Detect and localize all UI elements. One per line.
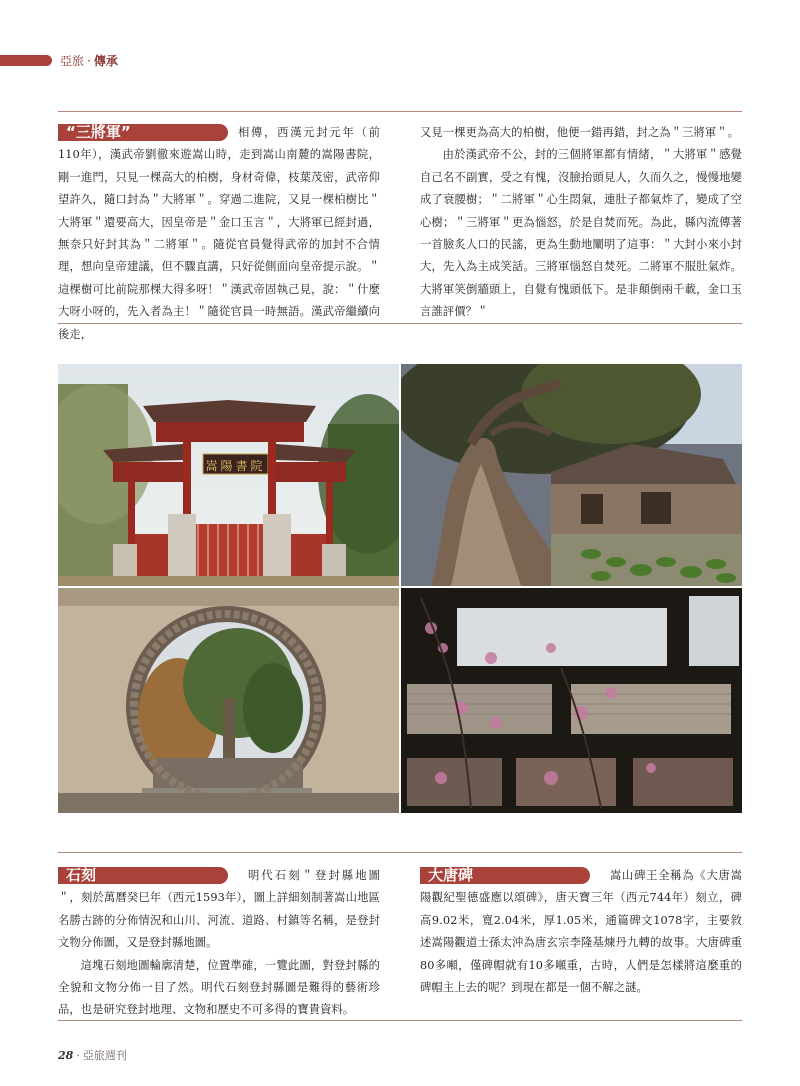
- header-section: 亞旅: [60, 54, 85, 68]
- stone-carving-paragraph-2: 這塊石刻地圖輪廓清楚，位置準確，一覽此圖，對登封縣的全貌和文物分佈一目了然。明代石刻登封縣圖是難得的藝術珍品，也是研究登封地理、文物和歷史不可多得的寶貴資料。: [58, 958, 380, 1017]
- tang-stele-paragraph-1: 嵩山碑王全稱為《大唐嵩陽觀紀聖德盛應以頌碑》，唐天寶三年（西元744年）刻立，碑高9.02米，寬2.04米，厚1.05米，通篇碑文1078字，主要敘述嵩陽觀道士孫太沖為唐玄宗李隆基煉丹九轉的故事。大唐碑重80多噸，僅碑帽就有10多噸重，古時，人們是怎樣將這麼重的碑帽主上去的呢？到現在都是一個不解之謎。: [420, 869, 742, 995]
- stone-carving-paragraph-1: 明代石刻＂登封縣地圖＂，刻於萬曆癸巳年（西元1593年），圖上詳細刻制著嵩山地區名勝古跡的分佈情況和山川、河流、道路、村鎮等名稱，是登封文物分佈圖，又是登封縣地圖。: [58, 869, 380, 950]
- tang-stele-column: [420, 865, 742, 999]
- mid-rule-2: [58, 852, 742, 853]
- stone-carving-column: [58, 865, 380, 1022]
- section-tag-tang-stele: 大唐碑: [420, 867, 590, 884]
- mid-rule-1: [58, 323, 742, 324]
- three-generals-right-column: [420, 122, 742, 324]
- header-accent-bar: [0, 55, 40, 66]
- bottom-rule: [58, 1020, 742, 1021]
- three-generals-paragraph-1: 相傳，西漢元封元年（前110年），漢武帝劉徹來遊嵩山時，走到嵩山南麓的嵩陽書院，剛一進門，只見一棵高大的柏樹，身材奇偉，枝葉茂密，武帝仰望許久，隨口封為＂大將軍＂。穿過二進院，又見一棵柏樹比＂大將軍＂還要高大，因皇帝是＂金口玉言＂，大將軍已經封過，無奈只好封其為＂二將軍＂。隨從官員覺得武帝的加封不合情理，想向皇帝建議，但不驟直講，只好從側面向皇帝提示說。＂這棵樹可比前院那棵大得多呀！＂漢武帝固執己見，說：＂什麼大呀小呀的，先入者為主！＂隨從官員一時無語。漢武帝繼續向後走，: [58, 126, 380, 341]
- academy-gate-sign-text: 嵩陽書院: [205, 459, 266, 473]
- footer-separator: ·: [76, 1049, 80, 1062]
- header-section-label: [60, 52, 118, 69]
- three-generals-left-column: [58, 122, 380, 346]
- page-number: 28: [58, 1049, 74, 1062]
- top-rule: [58, 111, 742, 112]
- section-tag-three-generals: “三將軍”: [58, 124, 228, 141]
- section-tag-stone-carving: 石刻: [58, 867, 228, 884]
- header-separator: ·: [87, 54, 91, 68]
- header-category: 傳承: [93, 54, 118, 68]
- photo-ancient-cypress: [401, 364, 742, 586]
- three-generals-paragraph-3: 由於漢武帝不公，封的三個將軍都有情緒，＂大將軍＂感覺自己名不副實，受之有愧，沒臉抬頭見人，久而久之，慢慢地變成了衰腰樹；＂二將軍＂心生悶氣，連肚子都氣炸了，變成了空心樹；＂三將軍＂更為惱怒，於是自焚而死。為此，縣內流傳著一首臉炙人口的民謠，更為生動地闡明了這事：＂大封小來小封大，先入為主成笑話。三將軍惱怒自焚死。二將軍不服肚氣炸。大將軍笑倒牆頭上，自覺有愧頭低下。是非顛倒兩千載，金口玉言誰評價？＂: [420, 148, 742, 319]
- header-accent-tab: [40, 55, 52, 66]
- page-footer: [58, 1047, 127, 1063]
- three-generals-paragraph-2: 又見一棵更為高大的柏樹，他便一錯再錯，封之為＂三將軍＂。: [420, 126, 740, 139]
- publication-name: 亞旅週刊: [82, 1049, 127, 1062]
- photo-lattice-window: [401, 588, 742, 813]
- photo-moon-gate: [58, 588, 399, 813]
